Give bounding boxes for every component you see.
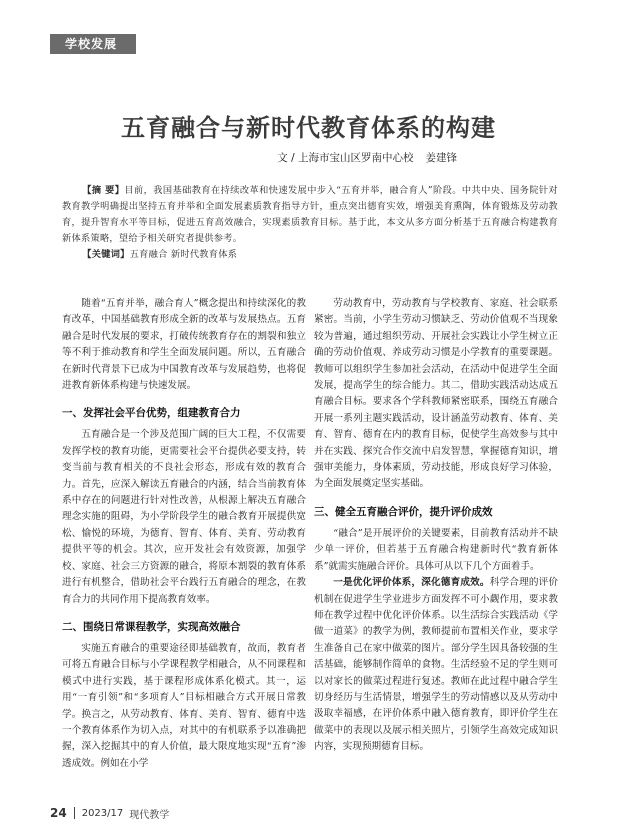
abstract-label: 【摘 要】	[82, 185, 125, 196]
issue-number: 2023/17	[81, 807, 124, 819]
abstract-block	[62, 183, 558, 263]
footer-divider	[74, 807, 75, 819]
magazine-name: 现代教学	[129, 809, 170, 821]
abstract-text: 目前，我国基础教育在持续改革和快速发展中步入“五育并举，融合育人”阶段。中共中央、国务院针对教育教学明确提出坚持五育并举和全面发展素质教育指导方针，重点突出德育实效，增强美育熏陶，体育锻炼及劳动教育，提升智育水平等目标，促进五育高效融合，实现素质教育目标。基于此，本文从多方面分析基于五育融合构建教育新体系策略，望给予相关研究者提供参考。	[62, 185, 558, 245]
keywords-text: 五育融合 新时代教育体系	[129, 249, 238, 261]
page-footer	[50, 805, 169, 821]
right-column	[314, 296, 558, 756]
section-heading-3: 三、健全五育融合评价，提升评价成效	[314, 505, 493, 518]
author-affiliation: 文 / 上海市宝山区罗南中心校	[277, 152, 414, 164]
point-1-text: 科学合理的评价机制在促进学生学业进步方面发挥不可小觑作用，要求教师在教学过程中优化评价体系。以生活综合实践活动《学做一道菜》的教学为例，教师提前布置相关作业，要求学生准备自己在家中做菜的图片。部分学生因具备较强的生活基础，能够制作简单的食物。生活经验不足的学生则可以对家长的做菜过程进行复述。教师在此过程中融合学生切身经历与生活情景，增强学生的劳动情感以及从劳动中汲取幸福感，在评价体系中融入德育教育，即评价学生在做菜中的表现以及展示相关照片，引领学生高效完成知识内容，实现预期德育目标。	[314, 577, 559, 753]
article-title: 五育融合与新时代教育体系的构建	[121, 114, 496, 142]
section-heading-2: 二、围绕日常课程教学，实现高效融合	[62, 620, 241, 633]
point-1-lead: 一是优化评价体系，深化德育成效。	[333, 577, 490, 589]
section-2-continued-paragraph: 劳动教育中，劳动教育与学校教育、家庭、社会联系紧密。当前，小学生劳动习惯缺乏、劳动价值观不当现象较为普遍，通过组织劳动、开展社会实践让小学生树立正确的劳动价值观、养成劳动习惯是小学教育的重要课题。教师可以组织学生参加社会活动，在活动中促进学生全面发展，提高学生的综合能力。其二，借助实践活动达成五育融合目标。要求各个学科教师紧密联系，围绕五育融合开展一系列主题实践活动，设计涵盖劳动教育、体育、美育、智育、德育在内的教育目标，促使学生高效参与其中并在实践、探究合作交流中启发智慧，掌握德育知识，增强审美能力，身体素质，劳动技能，形成良好学习体验，为全面发展奠定坚实基础。	[314, 298, 558, 490]
author-name: 姜建锋	[425, 152, 457, 164]
keywords-label: 【关键词】	[82, 249, 130, 261]
section-heading-1: 一、发挥社会平台优势，组建教育合力	[62, 407, 241, 420]
intro-paragraph: 随着“五育并举，融合育人”概念提出和持续深化的教育改革，中国基础教育形成全新的改革与发展热点。五育融合是时代发展的要求，打破传统教育存在的割裂和独立等不利于推动教育和学生全面发展问题。所以，五育融合在新时代背景下已成为中国教育改革与发展趋势，也将促进教育新体系构建与快速发展。	[62, 298, 306, 392]
section-2-paragraph: 实施五育融合的重要途径即基础教育，故而，教育者可将五育融合目标与小学课程教学相融合，从不同课程和模式中进行实践，基于课程形成体系化模式。其一，运用“一育引领”和“多项育人”目标相融合方式开展日常教学。换言之，从劳动教育、体育、美育、智育、德育中选一个教育体系作为切入点，对其中的有机联系予以准确把握，深入挖掘其中的育人价值，最大限度地实现“五育”渗透成效。例如在小学	[62, 642, 306, 769]
byline	[277, 150, 457, 165]
page-number: 24	[50, 806, 67, 820]
section-3-intro-paragraph: “融合”是开展评价的关键要素，目前教育活动并不缺少单一评价，但若基于五育融合构建新时代“教育新体系”就需实施融合评价。具体可从以下几个方面着手。	[314, 527, 558, 572]
keywords-paragraph	[62, 247, 558, 263]
abstract-paragraph	[62, 183, 558, 247]
section-1-paragraph: 五育融合是一个涉及范围广阔的巨大工程，不仅需要发挥学校的教育功能，更需要社会平台提供必要支持，转变当前与教育相关的不良社会形态，形成有效的教育合力。首先，应深入解读五育融合的内涵，结合当前教育体系中存在的问题进行针对性改善，从根源上解决五育融合理念实施的阻碍，为小学阶段学生的融合教育开展提供宽松、愉悦的环境，为德育、智育、体育、美育、劳动教育提供平等的机会。其次，应开发社会有效资源，加强学校、家庭、社会三方资源的融合，将原本割裂的教育体系进行有机整合，借助社会平台践行五育融合的理念，在教育合力的共同作用下提高教育效率。	[62, 429, 306, 605]
section-3-point-1-paragraph	[314, 575, 558, 755]
section-tag: 学校发展	[50, 34, 136, 54]
left-column	[62, 296, 306, 772]
